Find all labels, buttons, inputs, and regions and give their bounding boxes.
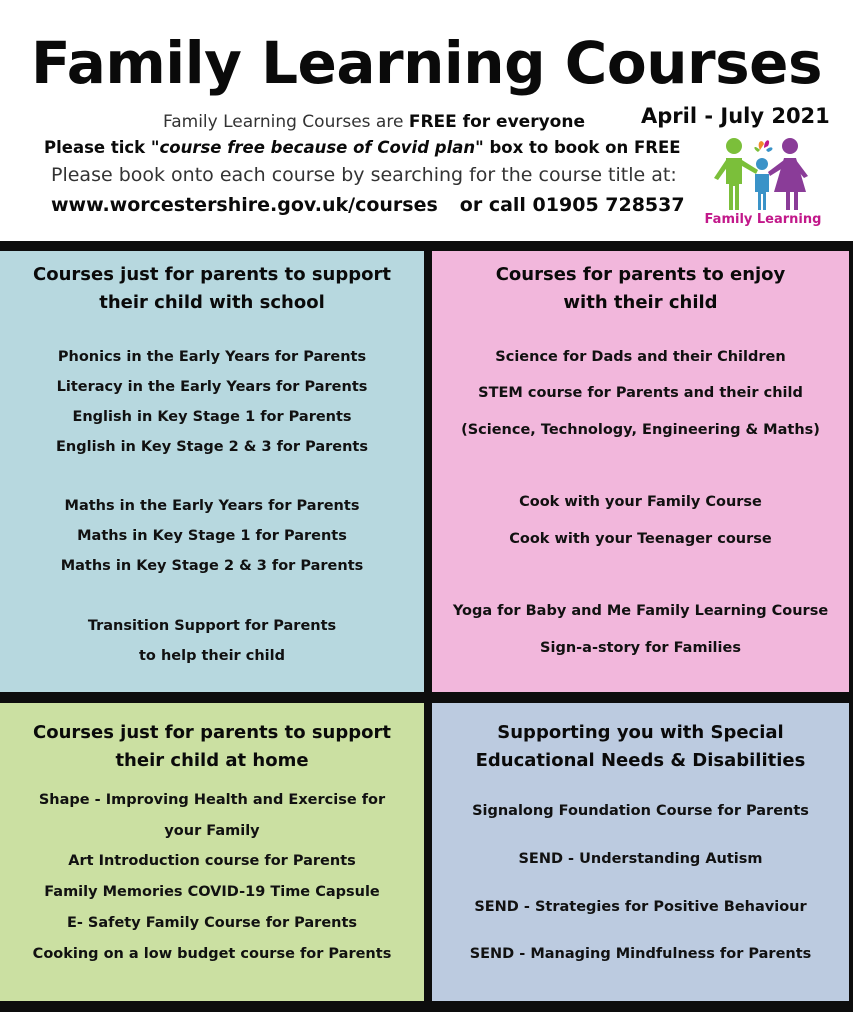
- panel-home-support: [0, 703, 424, 1001]
- panel-heading: with their child: [563, 292, 718, 313]
- course-item: Cook with your Family Course: [519, 494, 762, 510]
- website-link[interactable]: www.worcestershire.gov.uk/courses: [51, 194, 438, 216]
- panel-heading: Courses just for parents to support: [33, 264, 391, 285]
- course-item: Cook with your Teenager course: [509, 531, 772, 547]
- family-figures-icon: [702, 134, 824, 214]
- course-item: E- Safety Family Course for Parents: [66, 915, 358, 931]
- course-item: SEND - Understanding Autism: [518, 851, 763, 867]
- course-item: English in Key Stage 2 & 3 for Parents: [56, 439, 368, 455]
- course-item: Family Memories COVID-19 Time Capsule: [44, 884, 380, 900]
- course-item: Maths in Key Stage 2 & 3 for Parents: [60, 558, 364, 574]
- panel-school-support: [0, 251, 424, 692]
- course-item: English in Key Stage 1 for Parents: [72, 409, 352, 425]
- panel-heading: Supporting you with Special: [497, 722, 784, 743]
- page-title: Family Learning Courses: [31, 29, 822, 97]
- course-item: your Family: [164, 823, 260, 839]
- panel-heading: Courses just for parents to support: [33, 722, 391, 743]
- course-item: Transition Support for Parents: [87, 618, 337, 634]
- course-item: Maths in the Early Years for Parents: [64, 498, 360, 514]
- family-learning-logo: [702, 134, 824, 236]
- tick-suffix: " box to book on FREE: [475, 138, 681, 157]
- bottom-margin: [0, 1012, 853, 1024]
- contact-line: [51, 193, 685, 217]
- logo-text: Family Learning: [704, 212, 822, 227]
- booking-instruction: Please book onto each course by searching for the course title at:: [51, 164, 677, 186]
- course-item: Phonics in the Early Years for Parents: [57, 349, 367, 365]
- date-range: April - July 2021: [641, 104, 830, 128]
- course-item: SEND - Managing Mindfulness for Parents: [469, 946, 812, 962]
- panel-heading: Courses for parents to enjoy: [495, 264, 786, 285]
- course-item: Art Introduction course for Parents: [68, 853, 356, 869]
- tick-instruction: [44, 136, 681, 160]
- course-item: Science for Dads and their Children: [495, 349, 786, 365]
- tick-italic: course free because of Covid plan: [159, 138, 476, 157]
- panel-enjoy-together: [432, 251, 849, 692]
- panel-heading: their child with school: [99, 292, 325, 313]
- course-item: Shape - Improving Health and Exercise for: [38, 792, 386, 808]
- phone-number: or call 01905 728537: [459, 194, 685, 216]
- panel-heading: Educational Needs & Disabilities: [475, 750, 806, 771]
- course-item: Literacy in the Early Years for Parents: [56, 379, 368, 395]
- tick-prefix: Please tick ": [44, 138, 160, 157]
- free-notice: [163, 110, 585, 134]
- course-item: Cooking on a low budget course for Parents: [32, 946, 392, 962]
- course-item: (Science, Technology, Engineering & Maths): [461, 422, 820, 438]
- free-notice-prefix: Family Learning Courses are: [163, 112, 409, 132]
- course-item: Yoga for Baby and Me Family Learning Course: [452, 603, 829, 619]
- course-grid: [0, 241, 853, 1012]
- course-item: STEM course for Parents and their child: [478, 385, 803, 401]
- free-notice-bold: FREE for everyone: [408, 112, 585, 132]
- course-item: to help their child: [139, 648, 285, 664]
- course-item: SEND - Strategies for Positive Behaviour: [474, 899, 807, 915]
- course-item: Signalong Foundation Course for Parents: [472, 803, 809, 819]
- course-item: Sign-a-story for Families: [540, 640, 741, 656]
- panel-send-support: [432, 703, 849, 1001]
- course-item: Maths in Key Stage 1 for Parents: [77, 528, 347, 544]
- panel-heading: their child at home: [115, 750, 309, 771]
